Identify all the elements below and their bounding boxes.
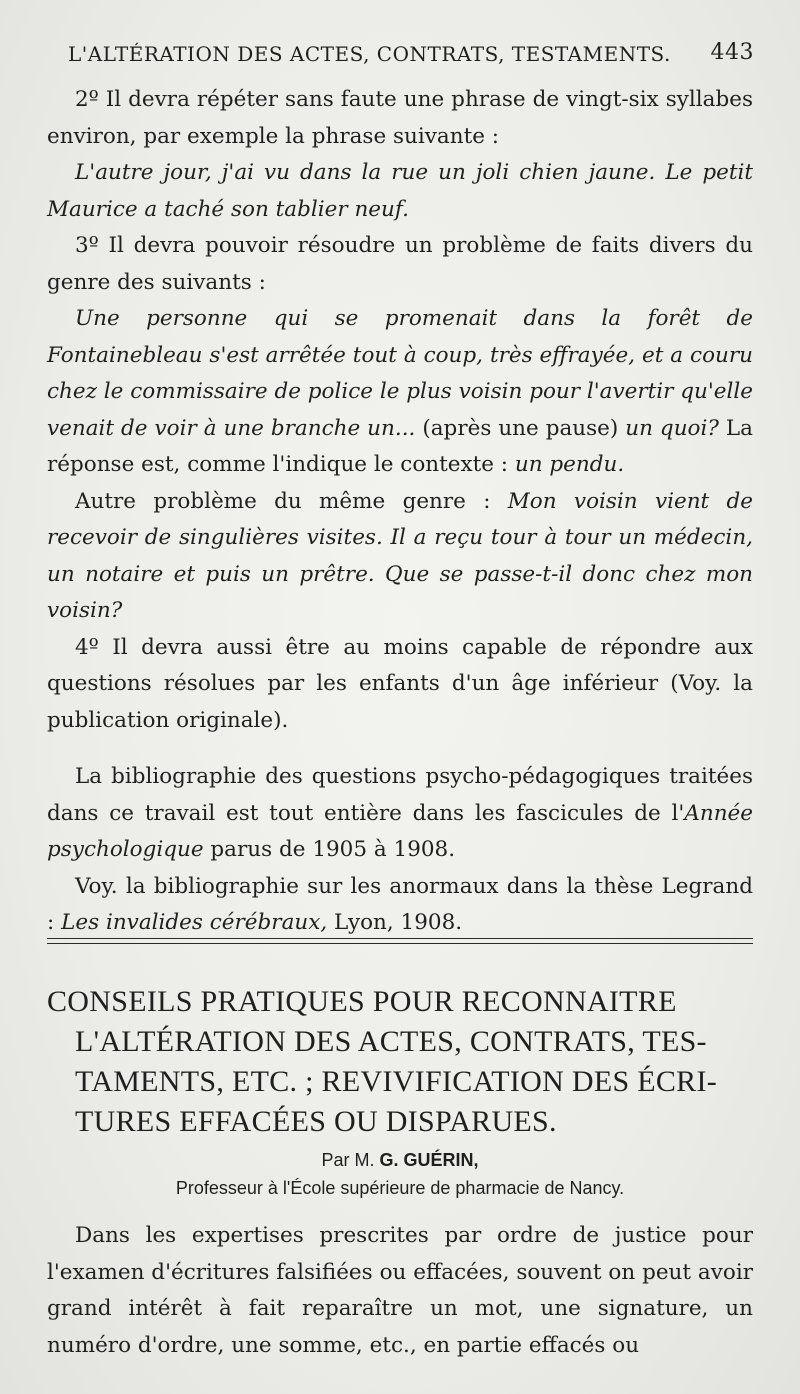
problem-1-answer-intro: La réponse est, comme l'indique le contexte : <box>47 415 753 477</box>
article-title <box>47 982 753 1142</box>
item-3-intro: 3º Il devra pouvoir résoudre un problème de faits divers du genre des suivants : <box>47 233 753 295</box>
article-title-line-3: TAMENTS, ETC. ; REVIVIFICATION DES ÉCRI- <box>75 1065 718 1098</box>
problem-1-paragraph <box>47 301 753 484</box>
byline-prefix: Par M. <box>321 1150 375 1170</box>
article-title-line-4: TURES EFFACÉES OU DISPARUES. <box>75 1105 557 1138</box>
item-2-intro: 2º Il devra répéter sans faute une phrase de vingt-six syllabes environ, par exemple la phrase suivante : <box>47 87 753 149</box>
bibliography-2-place-year: Lyon, 1908. <box>334 910 463 935</box>
author-affiliation: Professeur à l'École supérieure de pharmacie de Nancy. <box>175 1178 625 1198</box>
author-line <box>47 1146 753 1174</box>
running-head <box>68 42 758 70</box>
thesis-title: Les invalides cérébraux, <box>61 910 328 935</box>
running-head-title: L'ALTÉRATION DES ACTES, CONTRATS, TESTAMENTS. <box>68 42 671 66</box>
bibliography-paragraph-2 <box>47 869 753 942</box>
body-text <box>47 82 753 942</box>
section-double-rule <box>47 938 753 946</box>
problem-1-text: Une personne qui se promenait dans la forêt de Fontainebleau s'est arrêtée tout à coup, très effrayée, et a couru chez le commissaire de police le plus voisin pour l'avertir qu'elle venait de voir à une branche un... <box>47 306 753 441</box>
bibliography-1-years: parus de 1905 à 1908. <box>210 837 456 862</box>
rule-line-top <box>47 938 753 939</box>
problem-2-intro: Autre problème du même genre : <box>75 488 491 514</box>
problem-1-question: un quoi? <box>625 415 719 441</box>
article-opening <box>47 1218 753 1364</box>
bibliography-1-text: La bibliographie des questions psycho-pédagogiques traitées dans ce travail est tout entière dans les fascicules de l' <box>47 764 753 826</box>
problem-1-answer: un pendu. <box>514 452 625 477</box>
problem-2-text: Mon voisin vient de recevoir de singulières visites. Il a reçu tour à tour un médecin, un notaire et puis un prêtre. Que se passe-t-il donc chez mon voisin? <box>47 488 753 623</box>
problem-1-pause: (après une pause) <box>422 415 619 441</box>
rule-line-bottom <box>47 943 753 944</box>
article-title-line-2: L'ALTÉRATION DES ACTES, CONTRATS, TES- <box>75 1025 707 1058</box>
author-name: G. GUÉRIN, <box>379 1150 479 1170</box>
item-3-paragraph <box>47 228 753 301</box>
problem-2-paragraph <box>47 484 753 630</box>
item-2-paragraph <box>47 82 753 155</box>
bibliography-2-text: Voy. la bibliographie sur les anormaux dans la thèse Legrand : <box>47 873 753 935</box>
journal-title: Année psychologique <box>47 800 753 862</box>
article-title-line-1: CONSEILS PRATIQUES POUR RECONNAITRE <box>47 985 677 1018</box>
byline <box>47 1146 753 1202</box>
page-number: 443 <box>710 40 754 65</box>
bibliography-paragraph-1 <box>47 759 753 869</box>
opening-paragraph: Dans les expertises prescrites par ordre de justice pour l'examen d'écritures falsifiées ou effacées, souvent on peut avoir grand intérêt à fait reparaître un mot, une signature, un numéro d'ordre, une somme, etc., en partie effacés ou <box>47 1223 753 1358</box>
paragraph-gap <box>47 739 753 759</box>
item-4-paragraph: 4º Il devra aussi être au moins capable de répondre aux questions résolues par les enfants d'un âge inférieur (Voy. la publication originale). <box>47 634 753 733</box>
item-2-example-sentence: L'autre jour, j'ai vu dans la rue un joli chien jaune. Le petit Maurice a taché son tablier neuf. <box>47 160 753 222</box>
